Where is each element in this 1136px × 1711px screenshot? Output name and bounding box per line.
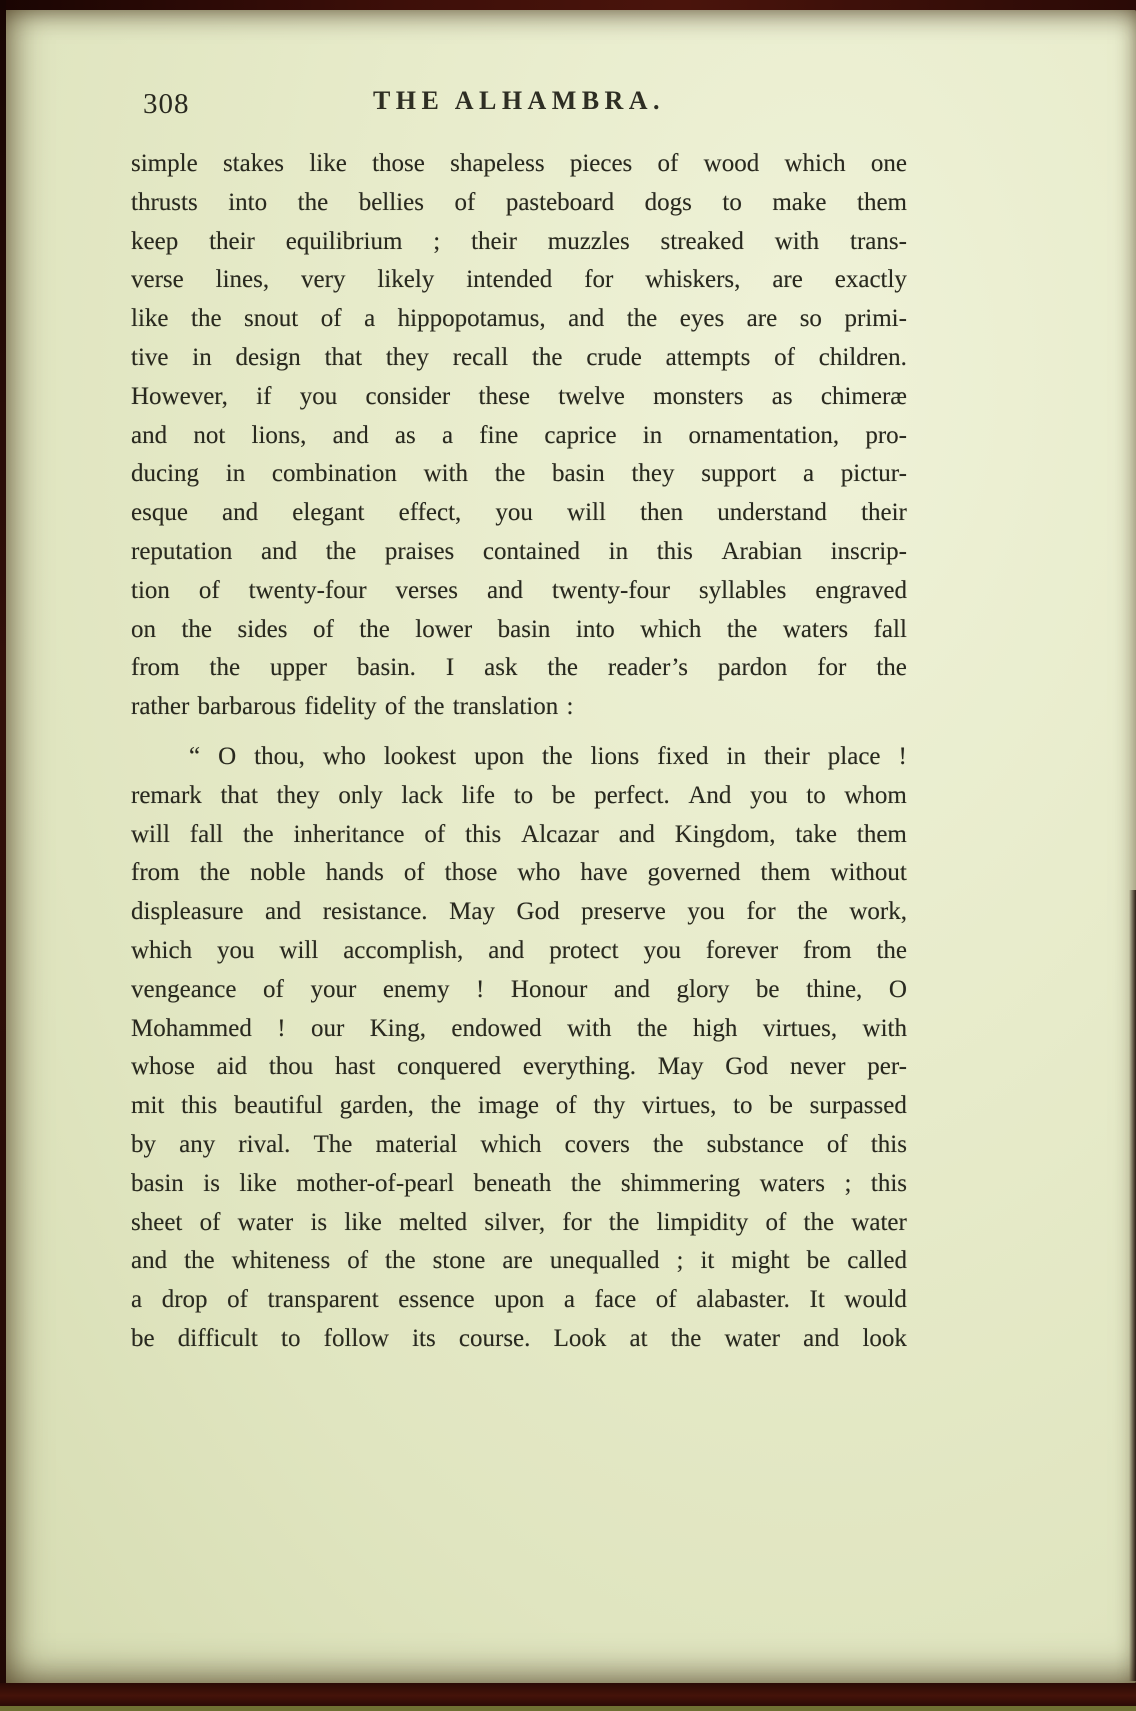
page-header bbox=[131, 86, 907, 122]
text-line: rather barbarous fidelity of the translation : bbox=[131, 693, 574, 721]
text-line: remark that they only lack life to be perfect. And you to whom bbox=[131, 781, 907, 809]
scan-edge-bottom-strip bbox=[0, 1706, 1136, 1711]
text-line: whose aid thou hast conquered everything. May God never per- bbox=[131, 1053, 907, 1081]
text-line: will fall the inheritance of this Alcazar and Kingdom, take them bbox=[131, 820, 907, 848]
text-line: sheet of water is like melted silver, for the limpidity of the water bbox=[131, 1208, 907, 1236]
text-line: “ O thou, who lookest upon the lions fixed in their place ! bbox=[131, 743, 907, 782]
page-number: 308 bbox=[143, 88, 190, 120]
text-line: reputation and the praises contained in this Arabian inscrip- bbox=[131, 537, 907, 565]
text-line: keep their equilibrium ; their muzzles streaked with trans- bbox=[131, 227, 907, 255]
first-line-indent bbox=[131, 743, 171, 782]
paragraph bbox=[131, 743, 907, 1364]
page-content bbox=[131, 86, 907, 1364]
text-line: mit this beautiful garden, the image of thy virtues, to be surpassed bbox=[131, 1092, 907, 1120]
text-line: verse lines, very likely intended for whiskers, are exactly bbox=[131, 266, 907, 294]
text-line: displeasure and resistance. May God preserve you for the work, bbox=[131, 898, 907, 926]
text-line: be difficult to follow its course. Look at the water and look bbox=[131, 1324, 907, 1352]
text-line: Mohammed ! our King, endowed with the high virtues, with bbox=[131, 1014, 907, 1042]
text-line: tion of twenty-four verses and twenty-four syllables engraved bbox=[131, 576, 907, 604]
text-line: which you will accomplish, and protect you forever from the bbox=[131, 936, 907, 964]
text-line: on the sides of the lower basin into which the waters fall bbox=[131, 615, 907, 643]
scan-edge-left bbox=[0, 0, 6, 1711]
paragraph bbox=[131, 150, 907, 732]
text-line: simple stakes like those shapeless pieces of wood which one bbox=[131, 150, 907, 177]
page-body bbox=[131, 150, 907, 1364]
text-line: ducing in combination with the basin they support a pictur- bbox=[131, 460, 907, 488]
text-line: from the noble hands of those who have governed them without bbox=[131, 859, 907, 887]
text-line: tive in design that they recall the crude attempts of children. bbox=[131, 343, 907, 371]
running-header: THE ALHAMBRA. bbox=[372, 86, 665, 115]
text-line: and the whiteness of the stone are unequalled ; it might be called bbox=[131, 1247, 907, 1275]
text-line: However, if you consider these twelve monsters as chimeræ bbox=[131, 382, 907, 410]
text-line: a drop of transparent essence upon a face of alabaster. It would bbox=[131, 1286, 907, 1314]
scan-edge-top bbox=[0, 0, 1136, 10]
text-line: thrusts into the bellies of pasteboard dogs to make them bbox=[131, 188, 907, 216]
text-line: like the snout of a hippopotamus, and the eyes are so primi- bbox=[131, 305, 907, 333]
text-line: basin is like mother-of-pearl beneath the shimmering waters ; this bbox=[131, 1169, 907, 1197]
text-line: by any rival. The material which covers the substance of this bbox=[131, 1130, 907, 1158]
text-line: from the upper basin. I ask the reader’s pardon for the bbox=[131, 654, 907, 682]
text-line: esque and elegant effect, you will then understand their bbox=[131, 499, 907, 527]
scan-edge-right bbox=[1129, 890, 1136, 1681]
text-line: and not lions, and as a fine caprice in ornamentation, pro- bbox=[131, 421, 907, 449]
text-line: vengeance of your enemy ! Honour and glory be thine, O bbox=[131, 975, 907, 1003]
